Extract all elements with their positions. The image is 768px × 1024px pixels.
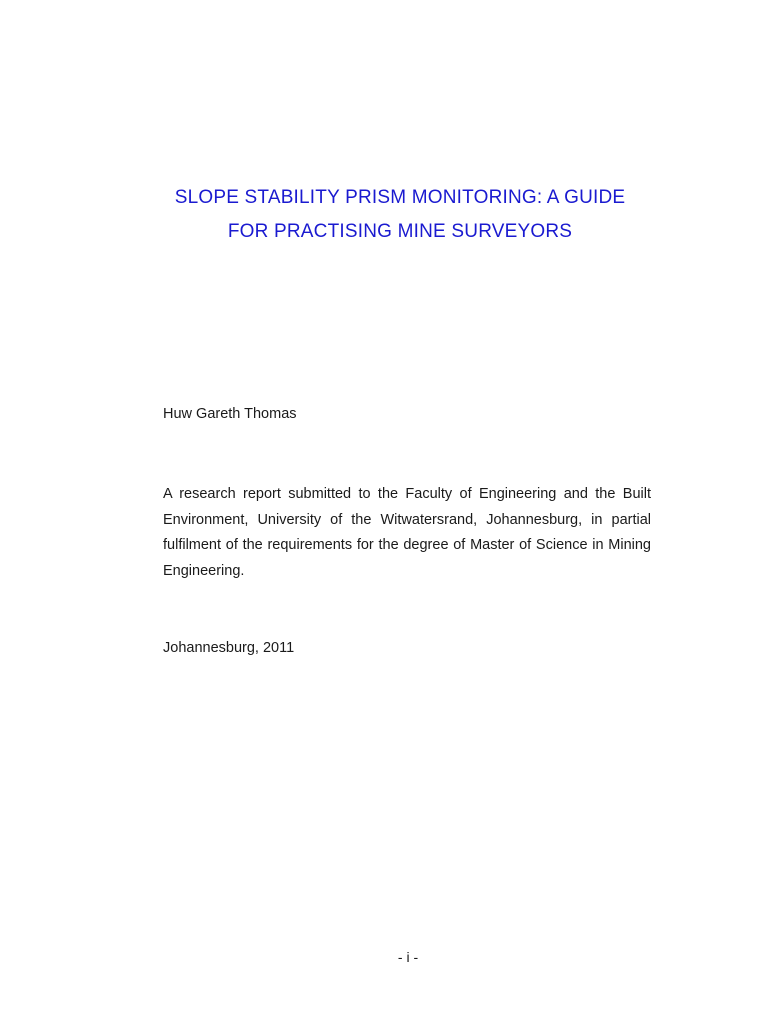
author-name: Huw Gareth Thomas (163, 406, 297, 422)
title-line-2: FOR PRACTISING MINE SURVEYORS (227, 221, 573, 242)
title-line-1: SLOPE STABILITY PRISM MONITORING: A GUIDE (174, 187, 626, 208)
place-and-date: Johannesburg, 2011 (163, 640, 295, 656)
document-title (120, 181, 680, 249)
page-number: - i - (397, 949, 419, 965)
report-description: A research report submitted to the Faculty of Engineering and the Built Environment, University of the Witwatersrand, Johannesburg, in partial fulfilment of the requirements for the degree of Master of Science in Mining Engineering. (163, 486, 651, 579)
